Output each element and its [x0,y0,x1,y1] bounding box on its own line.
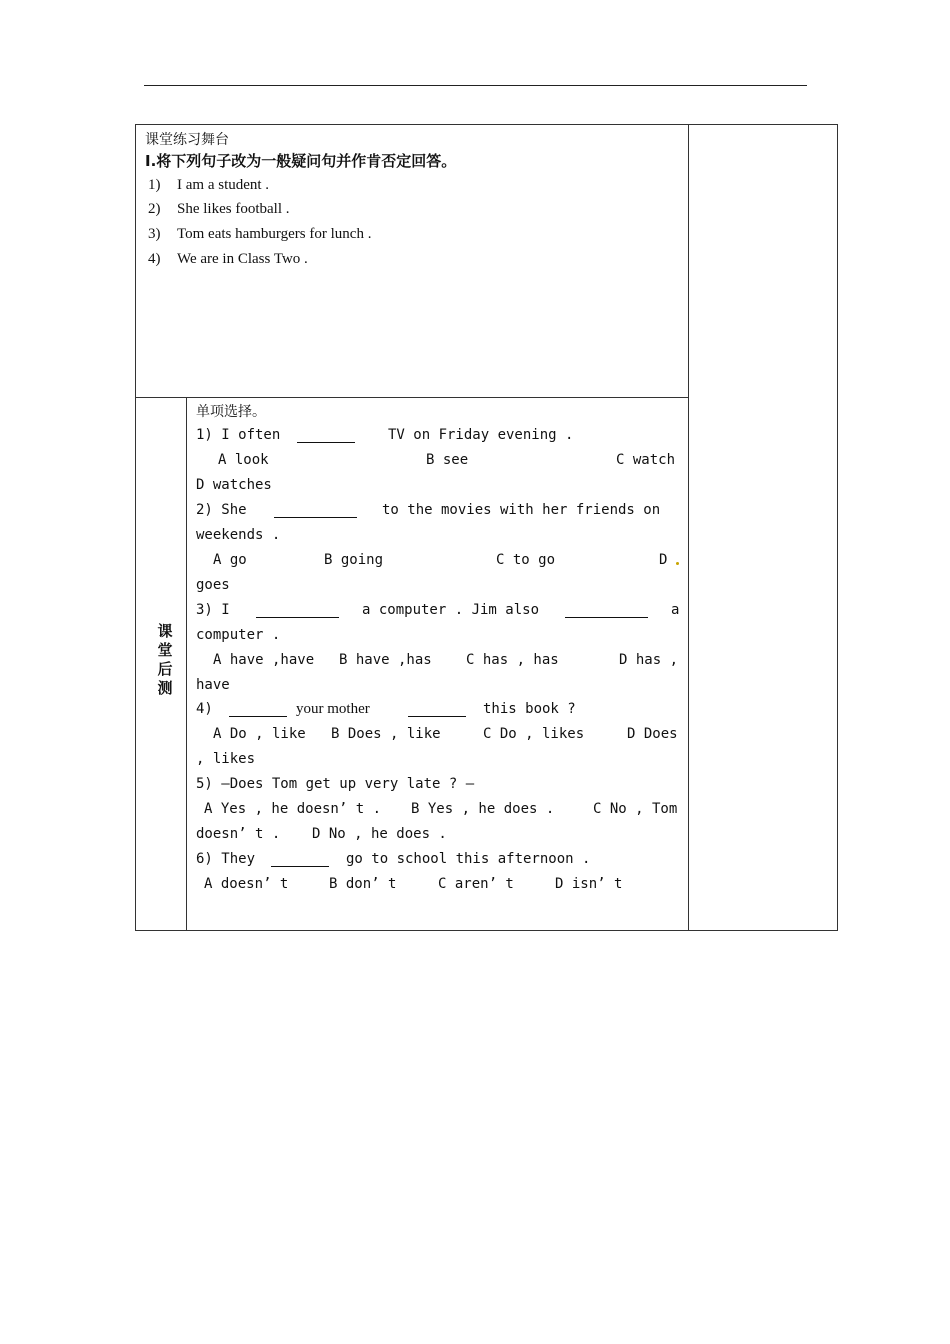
q4-text: 4) [196,701,213,717]
row-divider [135,397,689,398]
q3-option: C has , has [466,652,559,668]
test-heading: 单项选择。 [196,404,266,420]
practice-item-text: We are in Class Two . [177,251,308,267]
q6-text: go to school this afternoon . [346,851,591,867]
q6-blank [271,852,329,872]
label-column-divider [186,397,187,931]
practice-item-text: Tom eats hamburgers for lunch . [177,226,372,242]
q6-option: A doesn’ t [204,876,289,892]
q3-text: 3) I [196,602,230,618]
q2-option: goes [196,577,230,593]
practice-instruction: I.将下列句子改为一般疑问句并作肯否定回答。 [145,152,457,170]
q5-option: doesn’ t . [196,826,281,842]
q1-blank [297,428,355,448]
q3-option: have [196,677,230,693]
q1-option: A look [218,452,269,468]
q1-option: C watch [616,452,676,468]
q3-option: B have ,has [339,652,432,668]
practice-item-num: 3) [148,226,161,242]
q1-option: D watches [196,477,272,493]
q3-text: a computer . Jim also [362,602,540,618]
q3-option: A have ,have [213,652,315,668]
q4-text: this book ? [483,701,576,717]
q3-text: computer . [196,627,281,643]
q3-blank [256,603,339,623]
q2-text: weekends . [196,527,281,543]
q1-text: TV on Friday evening . [388,427,574,443]
q6-text: 6) They [196,851,256,867]
practice-item-num: 4) [148,251,161,267]
q4-option: , likes [196,751,256,767]
practice-item-text: I am a student . [177,177,270,193]
q1-text: 1) I often [196,427,281,443]
q5-option: B Yes , he does . [411,801,555,817]
practice-item-text: She likes football . [177,201,290,217]
right-column-divider [688,124,689,931]
q4-option: D Does [627,726,678,742]
q3-blank [565,603,648,623]
q4-option: B Does , like [331,726,441,742]
practice-item-num: 1) [148,177,161,193]
q5-option: C No , Tom [593,801,678,817]
q4-option: A Do , like [213,726,306,742]
q4-blank [229,702,287,722]
q4-text: your mother [296,701,370,717]
q2-blank [274,503,357,523]
q6-option: D isn’ t [555,876,623,892]
q2-option: B going [324,552,384,568]
section-side-label: 课堂后测 [157,622,173,697]
q2-option: A go [213,552,247,568]
q3-text: a [671,602,680,618]
header-rule [144,85,807,86]
q4-blank [408,702,466,722]
q2-text: to the movies with her friends on [382,502,661,518]
q4-option: C Do , likes [483,726,585,742]
q5-text: 5) —Does Tom get up very late ? — [196,776,475,792]
practice-item-num: 2) [148,201,161,217]
q6-option: B don’ t [329,876,397,892]
practice-heading: 课堂练习舞台 [145,132,229,148]
q3-option: D has , [619,652,679,668]
q5-option: D No , he does . [312,826,447,842]
q2-text: 2) She [196,502,247,518]
q5-option: A Yes , he doesn’ t . [204,801,382,817]
q6-option: C aren’ t [438,876,514,892]
q2-option: C to go [496,552,556,568]
q1-option: B see [426,452,469,468]
q2-option: D [659,552,668,568]
mark-dot [676,562,679,565]
